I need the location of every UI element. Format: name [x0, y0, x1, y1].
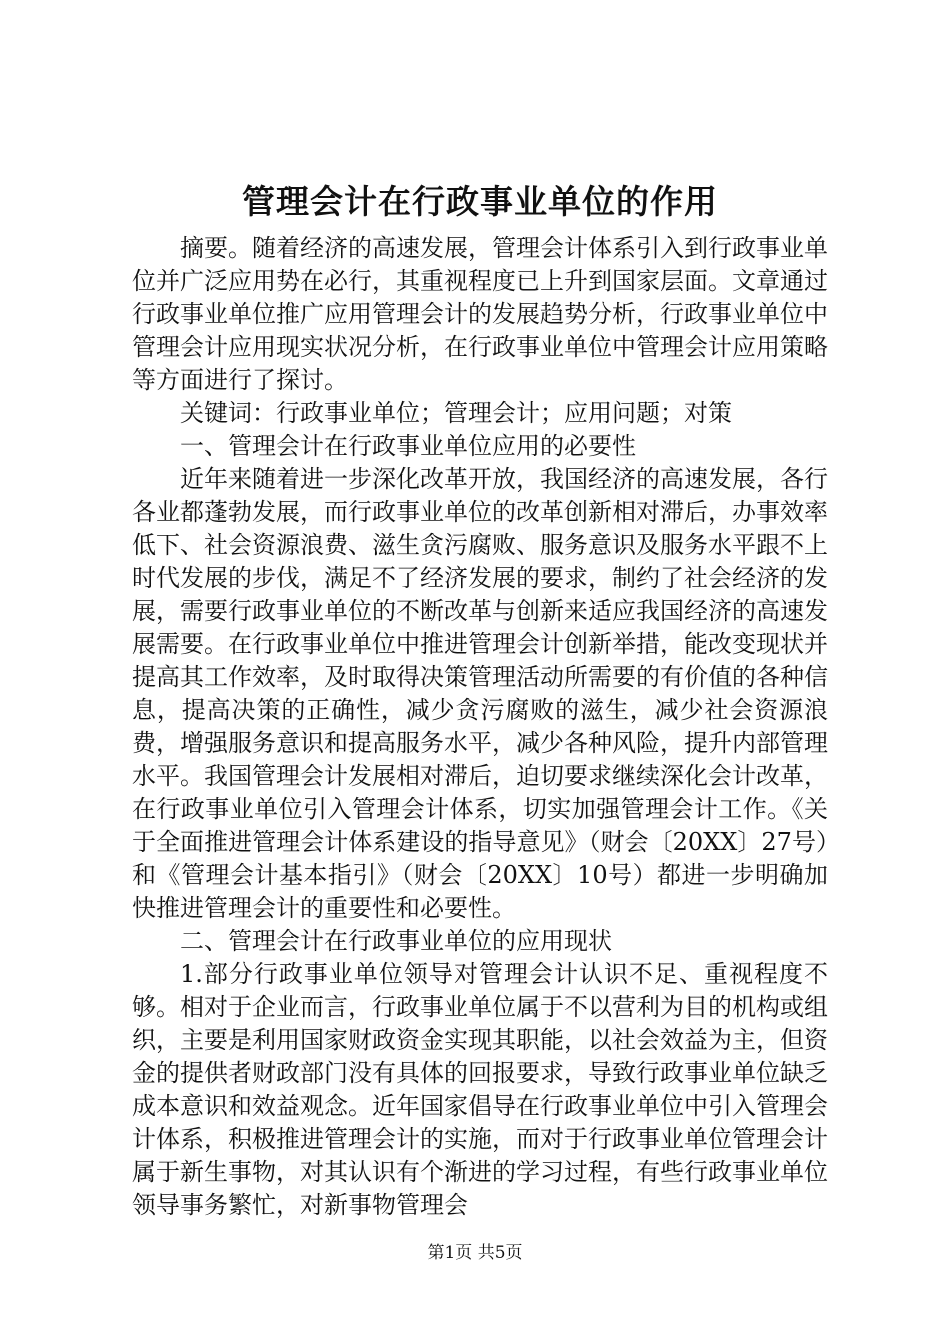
keywords-paragraph: 关键词：行政事业单位；管理会计；应用问题；对策 [180, 399, 732, 427]
abstract-paragraph: 摘要。随着经济的高速发展，管理会计体系引入到行政事业单位并广泛应用势在必行，其重视程度已上升到国家层面。文章通过行政事业单位推广应用管理会计的发展趋势分析，行政事业单位中管理会计应用现实状况分析，在行政事业单位中管理会计应用策略等方面进行了探讨。 [132, 234, 828, 394]
body-paragraph: 1.部分行政事业单位领导对管理会计认识不足、重视程度不够。相对于企业而言，行政事业单位属于不以营利为目的机构或组织，主要是利用国家财政资金实现其职能，以社会效益为主，但资金的提供者财政部门没有具体的回报要求，导致行政事业单位缺乏成本意识和效益观念。近年国家倡导在行政事业单位中引入管理会计体系，积极推进管理会计的实施，而对于行政事业单位管理会计属于新生事物，对其认识有个渐进的学习过程，有些行政事业单位领导事务繁忙，对新事物管理会 [132, 960, 828, 1219]
section-heading-1: 一、管理会计在行政事业单位应用的必要性 [180, 432, 636, 460]
section-heading-2: 二、管理会计在行政事业单位的应用现状 [180, 927, 612, 955]
page-number-footer: 第1页 共5页 [427, 1243, 523, 1263]
body-paragraph: 近年来随着进一步深化改革开放，我国经济的高速发展，各行各业都蓬勃发展，而行政事业单位的改革创新相对滞后，办事效率低下、社会资源浪费、滋生贪污腐败、服务意识及服务水平跟不上时代发展的步伐，满足不了经济发展的要求，制约了社会经济的发展，需要行政事业单位的不断改革与创新来适应我国经济的高速发展需要。在行政事业单位中推进管理会计创新举措，能改变现状并提高其工作效率，及时取得决策管理活动所需要的有价值的各种信息，提高决策的正确性，减少贪污腐败的滋生，减少社会资源浪费，增强服务意识和提高服务水平，减少各种风险，提升内部管理水平。我国管理会计发展相对滞后，迫切要求继续深化会计改革，在行政事业单位引入管理会计体系，切实加强管理会计工作。《关于全面推进管理会计体系建设的指导意见》（财会〔20XX〕27号）和《管理会计基本指引》（财会〔20XX〕10号）都进一步明确加快推进管理会计的重要性和必要性。 [132, 465, 828, 922]
document-page [132, 180, 828, 1222]
document-title: 管理会计在行政事业单位的作用 [242, 182, 718, 221]
